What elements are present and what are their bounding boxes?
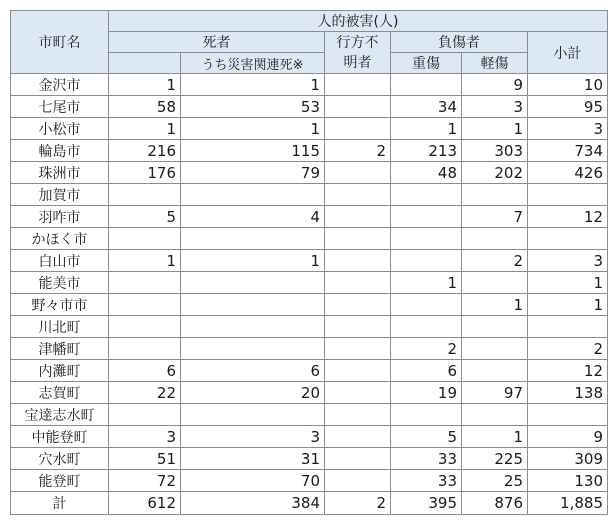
cell-city: 川北町 xyxy=(11,316,109,338)
cell-deaths: 58 xyxy=(109,96,181,118)
cell-city: 中能登町 xyxy=(11,426,109,448)
cell-minor: 225 xyxy=(462,448,528,470)
cell-city: 小松市 xyxy=(11,118,109,140)
table-row xyxy=(11,316,608,338)
cell-subtotal xyxy=(528,404,608,426)
cell-city: 能美市 xyxy=(11,272,109,294)
table-row xyxy=(11,74,608,96)
header-minor: 軽傷 xyxy=(462,53,528,74)
cell-city: 計 xyxy=(11,492,109,515)
cell-deaths: 1 xyxy=(109,250,181,272)
cell-deaths: 216 xyxy=(109,140,181,162)
cell-serious: 2 xyxy=(391,338,462,360)
cell-missing xyxy=(325,294,391,316)
cell-subtotal: 734 xyxy=(528,140,608,162)
table-row xyxy=(11,140,608,162)
cell-serious: 33 xyxy=(391,470,462,492)
cell-disaster-related xyxy=(181,228,325,250)
cell-missing xyxy=(325,206,391,228)
cell-serious: 48 xyxy=(391,162,462,184)
cell-city: 野々市市 xyxy=(11,294,109,316)
cell-missing xyxy=(325,250,391,272)
table-row xyxy=(11,184,608,206)
cell-deaths xyxy=(109,184,181,206)
table-row xyxy=(11,206,608,228)
cell-deaths xyxy=(109,316,181,338)
cell-minor xyxy=(462,404,528,426)
cell-city: 宝達志水町 xyxy=(11,404,109,426)
cell-deaths: 612 xyxy=(109,492,181,515)
cell-disaster-related: 31 xyxy=(181,448,325,470)
cell-subtotal: 95 xyxy=(528,96,608,118)
cell-disaster-related: 384 xyxy=(181,492,325,515)
cell-minor: 97 xyxy=(462,382,528,404)
cell-missing xyxy=(325,74,391,96)
cell-city: 輪島市 xyxy=(11,140,109,162)
cell-subtotal: 12 xyxy=(528,360,608,382)
cell-subtotal: 12 xyxy=(528,206,608,228)
cell-minor xyxy=(462,338,528,360)
cell-serious: 33 xyxy=(391,448,462,470)
cell-subtotal: 309 xyxy=(528,448,608,470)
cell-missing xyxy=(325,184,391,206)
table-row xyxy=(11,404,608,426)
cell-minor xyxy=(462,360,528,382)
cell-city: 白山市 xyxy=(11,250,109,272)
cell-disaster-related xyxy=(181,294,325,316)
table-row xyxy=(11,118,608,140)
cell-subtotal: 1 xyxy=(528,272,608,294)
cell-minor: 876 xyxy=(462,492,528,515)
table-row xyxy=(11,448,608,470)
cell-city: 志賀町 xyxy=(11,382,109,404)
cell-missing xyxy=(325,470,391,492)
cell-city: 金沢市 xyxy=(11,74,109,96)
cell-serious: 1 xyxy=(391,118,462,140)
cell-minor: 202 xyxy=(462,162,528,184)
cell-serious xyxy=(391,228,462,250)
cell-disaster-related xyxy=(181,316,325,338)
table-row xyxy=(11,228,608,250)
table-row xyxy=(11,382,608,404)
cell-missing xyxy=(325,382,391,404)
cell-subtotal: 9 xyxy=(528,426,608,448)
cell-city: かほく市 xyxy=(11,228,109,250)
cell-minor: 2 xyxy=(462,250,528,272)
cell-disaster-related: 4 xyxy=(181,206,325,228)
header-injured: 負傷者 xyxy=(391,32,528,53)
header-serious: 重傷 xyxy=(391,53,462,74)
cell-missing xyxy=(325,316,391,338)
cell-subtotal: 2 xyxy=(528,338,608,360)
cell-missing xyxy=(325,404,391,426)
cell-disaster-related xyxy=(181,404,325,426)
table-row xyxy=(11,338,608,360)
cell-serious: 19 xyxy=(391,382,462,404)
cell-serious xyxy=(391,206,462,228)
cell-missing xyxy=(325,228,391,250)
table-row xyxy=(11,360,608,382)
cell-disaster-related: 53 xyxy=(181,96,325,118)
cell-disaster-related: 1 xyxy=(181,118,325,140)
cell-disaster-related: 20 xyxy=(181,382,325,404)
cell-minor: 7 xyxy=(462,206,528,228)
cell-missing xyxy=(325,118,391,140)
cell-serious: 5 xyxy=(391,426,462,448)
header-disaster-related: うち災害関連死※ xyxy=(181,53,325,74)
cell-subtotal: 10 xyxy=(528,74,608,96)
header-missing-line1: 行方不 xyxy=(336,35,379,51)
cell-city: 珠洲市 xyxy=(11,162,109,184)
cell-minor: 3 xyxy=(462,96,528,118)
cell-minor: 9 xyxy=(462,74,528,96)
cell-missing xyxy=(325,338,391,360)
cell-city: 能登町 xyxy=(11,470,109,492)
table-row xyxy=(11,250,608,272)
cell-disaster-related: 79 xyxy=(181,162,325,184)
cell-missing: 2 xyxy=(325,492,391,515)
cell-missing xyxy=(325,426,391,448)
cell-serious: 395 xyxy=(391,492,462,515)
header-human-damage: 人的被害(人) xyxy=(109,11,608,32)
cell-disaster-related: 6 xyxy=(181,360,325,382)
cell-disaster-related: 115 xyxy=(181,140,325,162)
cell-serious xyxy=(391,250,462,272)
cell-disaster-related: 1 xyxy=(181,250,325,272)
cell-deaths: 72 xyxy=(109,470,181,492)
cell-missing xyxy=(325,162,391,184)
cell-serious xyxy=(391,404,462,426)
cell-disaster-related: 70 xyxy=(181,470,325,492)
cell-deaths: 6 xyxy=(109,360,181,382)
header-missing-line2: 明者 xyxy=(343,55,372,71)
cell-subtotal: 1 xyxy=(528,294,608,316)
cell-minor: 1 xyxy=(462,426,528,448)
cell-serious: 213 xyxy=(391,140,462,162)
cell-disaster-related xyxy=(181,338,325,360)
table-row xyxy=(11,470,608,492)
cell-subtotal: 130 xyxy=(528,470,608,492)
table-row xyxy=(11,426,608,448)
cell-missing xyxy=(325,272,391,294)
cell-subtotal xyxy=(528,228,608,250)
header-missing xyxy=(325,32,391,74)
header-city: 市町名 xyxy=(11,11,109,74)
cell-disaster-related: 3 xyxy=(181,426,325,448)
cell-minor xyxy=(462,272,528,294)
cell-city: 津幡町 xyxy=(11,338,109,360)
cell-deaths: 22 xyxy=(109,382,181,404)
cell-serious xyxy=(391,316,462,338)
header-subtotal: 小計 xyxy=(528,32,608,74)
cell-subtotal xyxy=(528,316,608,338)
casualty-table xyxy=(10,10,608,515)
cell-missing xyxy=(325,96,391,118)
cell-serious: 1 xyxy=(391,272,462,294)
cell-minor: 303 xyxy=(462,140,528,162)
cell-subtotal: 3 xyxy=(528,118,608,140)
cell-city: 羽咋市 xyxy=(11,206,109,228)
cell-missing xyxy=(325,448,391,470)
cell-deaths xyxy=(109,272,181,294)
cell-deaths: 1 xyxy=(109,74,181,96)
cell-deaths xyxy=(109,338,181,360)
cell-missing: 2 xyxy=(325,140,391,162)
table-row xyxy=(11,294,608,316)
cell-serious: 34 xyxy=(391,96,462,118)
cell-serious xyxy=(391,74,462,96)
cell-deaths: 51 xyxy=(109,448,181,470)
table-body xyxy=(11,74,608,515)
table-row xyxy=(11,96,608,118)
cell-minor xyxy=(462,228,528,250)
cell-minor: 1 xyxy=(462,118,528,140)
cell-deaths xyxy=(109,404,181,426)
cell-missing xyxy=(325,360,391,382)
cell-minor: 1 xyxy=(462,294,528,316)
total-row xyxy=(11,492,608,515)
cell-subtotal: 426 xyxy=(528,162,608,184)
cell-city: 加賀市 xyxy=(11,184,109,206)
header-deaths: 死者 xyxy=(109,32,325,53)
cell-deaths: 176 xyxy=(109,162,181,184)
cell-minor xyxy=(462,184,528,206)
cell-subtotal: 138 xyxy=(528,382,608,404)
table-row xyxy=(11,272,608,294)
cell-serious xyxy=(391,294,462,316)
cell-minor: 25 xyxy=(462,470,528,492)
cell-disaster-related xyxy=(181,184,325,206)
cell-deaths: 3 xyxy=(109,426,181,448)
cell-city: 穴水町 xyxy=(11,448,109,470)
cell-city: 七尾市 xyxy=(11,96,109,118)
cell-disaster-related xyxy=(181,272,325,294)
cell-subtotal: 3 xyxy=(528,250,608,272)
cell-subtotal: 1,885 xyxy=(528,492,608,515)
cell-disaster-related: 1 xyxy=(181,74,325,96)
cell-serious: 6 xyxy=(391,360,462,382)
cell-deaths xyxy=(109,228,181,250)
cell-minor xyxy=(462,316,528,338)
table-row xyxy=(11,162,608,184)
cell-subtotal xyxy=(528,184,608,206)
table-header xyxy=(11,11,608,74)
cell-deaths xyxy=(109,294,181,316)
cell-city: 内灘町 xyxy=(11,360,109,382)
cell-deaths: 1 xyxy=(109,118,181,140)
header-deaths-blank xyxy=(109,53,181,74)
cell-deaths: 5 xyxy=(109,206,181,228)
cell-serious xyxy=(391,184,462,206)
